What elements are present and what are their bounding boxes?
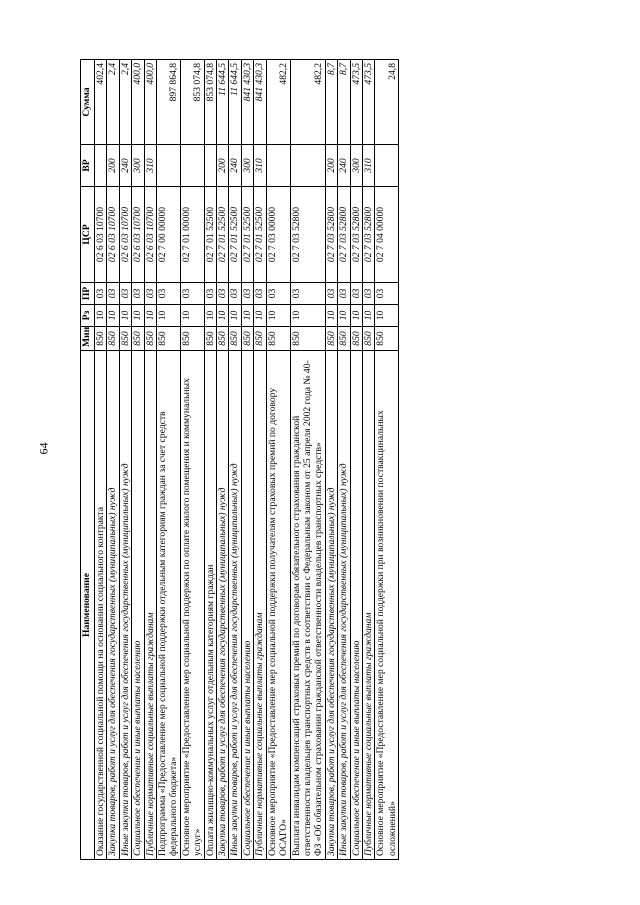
table-row — [241, 60, 253, 860]
row-csr-cell: 02 7 01 52500 — [254, 187, 266, 283]
table-row — [132, 60, 144, 860]
row-rz-cell: 10 — [375, 305, 399, 327]
row-pr-cell: 03 — [204, 283, 216, 305]
header-name: Наименование — [81, 351, 95, 860]
row-vr-cell — [180, 145, 204, 187]
row-min-cell: 850 — [338, 327, 350, 351]
row-pr-cell: 03 — [290, 283, 325, 305]
row-min-cell: 850 — [204, 327, 216, 351]
row-vr-cell — [375, 145, 399, 187]
row-min-cell: 850 — [350, 327, 362, 351]
table-row — [254, 60, 266, 860]
row-csr-cell: 02 7 01 52500 — [204, 187, 216, 283]
header-min: Мин — [81, 327, 95, 351]
row-csr-cell: 02 7 03 52800 — [325, 187, 337, 283]
table-row — [290, 60, 325, 860]
rotated-page-content — [80, 60, 560, 860]
row-sum-cell: 2,4 — [119, 60, 131, 145]
row-vr-cell: 240 — [338, 145, 350, 187]
row-csr-cell: 02 6 03 10700 — [107, 187, 119, 283]
row-name-cell: Подпрограмма «Предоставление мер социальной поддержки отдельным категориям граждан за счет средств федерального бюджета» — [157, 351, 181, 860]
row-rz-cell: 10 — [157, 305, 181, 327]
row-csr-cell: 02 7 04 00000 — [375, 187, 399, 283]
table-row — [350, 60, 362, 860]
row-csr-cell: 02 6 03 10700 — [95, 187, 107, 283]
row-min-cell: 850 — [325, 327, 337, 351]
row-name-cell: Оплата жилищно-коммунальных услуг отдельным категориям граждан — [204, 351, 216, 860]
row-vr-cell — [95, 145, 107, 187]
page-number: 64 — [36, 442, 51, 455]
row-name-cell: Социальное обеспечение и иные выплаты населению — [132, 351, 144, 860]
header-csr: ЦСР — [81, 187, 95, 283]
budget-table — [80, 59, 399, 860]
row-sum-cell: 8,7 — [325, 60, 337, 145]
row-name-cell: Иные закупки товаров, работ и услуг для обеспечения государственных (муниципальных) нужд — [338, 351, 350, 860]
row-csr-cell: 02 7 03 52800 — [290, 187, 325, 283]
table-body — [95, 60, 399, 860]
row-vr-cell — [290, 145, 325, 187]
row-min-cell: 850 — [254, 327, 266, 351]
row-rz-cell: 10 — [107, 305, 119, 327]
table-header-row — [81, 60, 95, 860]
row-min-cell: 850 — [362, 327, 374, 351]
row-sum-cell: 473,5 — [350, 60, 362, 145]
row-min-cell: 850 — [119, 327, 131, 351]
row-csr-cell: 02 7 03 52800 — [338, 187, 350, 283]
row-csr-cell: 02 7 01 52500 — [217, 187, 229, 283]
row-sum-cell: 482,2 — [266, 60, 290, 145]
row-sum-cell: 482,2 — [290, 60, 325, 145]
row-sum-cell: 853 074,8 — [204, 60, 216, 145]
row-name-cell: Основное мероприятие «Предоставление мер социальной поддержки по оплате жилого помещения и коммунальных услуг» — [180, 351, 204, 860]
row-csr-cell: 02 6 03 10700 — [119, 187, 131, 283]
row-sum-cell: 11 644,5 — [229, 60, 241, 145]
row-name-cell: Закупка товаров, работ и услуг для обеспечения государственных (муниципальных) нужд — [107, 351, 119, 860]
row-vr-cell: 200 — [325, 145, 337, 187]
row-name-cell: Социальное обеспечение и иные выплаты населению — [350, 351, 362, 860]
row-pr-cell: 03 — [95, 283, 107, 305]
row-vr-cell — [266, 145, 290, 187]
row-name-cell: Оказание государственной социальной помощи на основании социального контракта — [95, 351, 107, 860]
table-row — [375, 60, 399, 860]
table-row — [119, 60, 131, 860]
row-min-cell: 850 — [144, 327, 156, 351]
row-pr-cell: 03 — [241, 283, 253, 305]
row-min-cell: 850 — [180, 327, 204, 351]
row-csr-cell: 02 6 03 10700 — [144, 187, 156, 283]
row-name-cell: Основное мероприятие «Предоставление мер социальной поддержки получателям страховых премий по договору ОСАГО» — [266, 351, 290, 860]
row-sum-cell: 897 864,8 — [157, 60, 181, 145]
table-row — [338, 60, 350, 860]
row-sum-cell: 11 644,5 — [217, 60, 229, 145]
table-row — [217, 60, 229, 860]
row-sum-cell: 853 074,8 — [180, 60, 204, 145]
table-row — [229, 60, 241, 860]
row-csr-cell: 02 7 01 52500 — [229, 187, 241, 283]
row-rz-cell: 10 — [266, 305, 290, 327]
row-vr-cell: 310 — [362, 145, 374, 187]
row-csr-cell: 02 7 03 52800 — [350, 187, 362, 283]
row-pr-cell: 03 — [157, 283, 181, 305]
row-rz-cell: 10 — [119, 305, 131, 327]
row-pr-cell: 03 — [375, 283, 399, 305]
row-sum-cell: 841 430,3 — [241, 60, 253, 145]
row-sum-cell: 2,4 — [107, 60, 119, 145]
row-csr-cell: 02 7 01 52500 — [241, 187, 253, 283]
row-vr-cell: 200 — [217, 145, 229, 187]
table-row — [157, 60, 181, 860]
row-name-cell: Социальное обеспечение и иные выплаты населению — [241, 351, 253, 860]
row-name-cell: Иные закупки товаров, работ и услуг для обеспечения государственных (муниципальных) нужд — [229, 351, 241, 860]
row-pr-cell: 03 — [325, 283, 337, 305]
row-rz-cell: 10 — [338, 305, 350, 327]
row-pr-cell: 03 — [338, 283, 350, 305]
row-rz-cell: 10 — [229, 305, 241, 327]
header-rz: Рз — [81, 305, 95, 327]
row-pr-cell: 03 — [217, 283, 229, 305]
table-row — [144, 60, 156, 860]
row-csr-cell: 02 7 01 00000 — [180, 187, 204, 283]
row-pr-cell: 03 — [132, 283, 144, 305]
row-sum-cell: 473,5 — [362, 60, 374, 145]
table-row — [362, 60, 374, 860]
row-min-cell: 850 — [229, 327, 241, 351]
row-vr-cell: 200 — [107, 145, 119, 187]
row-vr-cell — [157, 145, 181, 187]
row-name-cell: Основное мероприятие «Предоставление мер социальной поддержки при возникновении поствакцинальных осложнений» — [375, 351, 399, 860]
row-csr-cell: 02 7 03 52800 — [362, 187, 374, 283]
row-rz-cell: 10 — [325, 305, 337, 327]
row-rz-cell: 10 — [180, 305, 204, 327]
header-pr: ПР — [81, 283, 95, 305]
row-min-cell: 850 — [107, 327, 119, 351]
row-pr-cell: 03 — [254, 283, 266, 305]
row-vr-cell: 300 — [350, 145, 362, 187]
row-vr-cell: 310 — [144, 145, 156, 187]
row-name-cell: Публичные нормативные социальные выплаты гражданам — [362, 351, 374, 860]
table-row — [204, 60, 216, 860]
row-rz-cell: 10 — [350, 305, 362, 327]
row-name-cell: Закупка товаров, работ и услуг для обеспечения государственных (муниципальных) нужд — [325, 351, 337, 860]
row-name-cell: Иные закупки товаров, работ и услуг для обеспечения государственных (муниципальных) нужд — [119, 351, 131, 860]
row-pr-cell: 03 — [266, 283, 290, 305]
row-min-cell: 850 — [132, 327, 144, 351]
row-vr-cell: 240 — [229, 145, 241, 187]
row-rz-cell: 10 — [290, 305, 325, 327]
row-pr-cell: 03 — [180, 283, 204, 305]
row-vr-cell: 300 — [241, 145, 253, 187]
row-rz-cell: 10 — [95, 305, 107, 327]
row-rz-cell: 10 — [144, 305, 156, 327]
row-csr-cell: 02 7 03 00000 — [266, 187, 290, 283]
table-row — [95, 60, 107, 860]
row-rz-cell: 10 — [241, 305, 253, 327]
row-pr-cell: 03 — [107, 283, 119, 305]
row-rz-cell: 10 — [132, 305, 144, 327]
row-pr-cell: 03 — [362, 283, 374, 305]
row-min-cell: 850 — [241, 327, 253, 351]
row-vr-cell: 310 — [254, 145, 266, 187]
table-row — [266, 60, 290, 860]
row-min-cell: 850 — [217, 327, 229, 351]
row-sum-cell: 400,0 — [132, 60, 144, 145]
row-rz-cell: 10 — [362, 305, 374, 327]
row-name-cell: Публичные нормативные социальные выплаты гражданам — [144, 351, 156, 860]
row-vr-cell: 300 — [132, 145, 144, 187]
table-row — [180, 60, 204, 860]
row-min-cell: 850 — [266, 327, 290, 351]
row-pr-cell: 03 — [119, 283, 131, 305]
row-sum-cell: 8,7 — [338, 60, 350, 145]
row-sum-cell: 400,0 — [144, 60, 156, 145]
row-pr-cell: 03 — [350, 283, 362, 305]
row-sum-cell: 24,8 — [375, 60, 399, 145]
row-pr-cell: 03 — [144, 283, 156, 305]
row-csr-cell: 02 7 00 00000 — [157, 187, 181, 283]
row-sum-cell: 402,4 — [95, 60, 107, 145]
header-vr: ВР — [81, 145, 95, 187]
table-row — [107, 60, 119, 860]
row-min-cell: 850 — [95, 327, 107, 351]
header-sum: Сумма — [81, 60, 95, 145]
row-csr-cell: 02 6 03 10700 — [132, 187, 144, 283]
row-min-cell: 850 — [157, 327, 181, 351]
row-min-cell: 850 — [375, 327, 399, 351]
row-vr-cell: 240 — [119, 145, 131, 187]
row-name-cell: Закупка товаров, работ и услуг для обеспечения государственных (муниципальных) нужд — [217, 351, 229, 860]
row-vr-cell — [204, 145, 216, 187]
row-rz-cell: 10 — [204, 305, 216, 327]
row-min-cell: 850 — [290, 327, 325, 351]
row-name-cell: Выплата инвалидам компенсаций страховых премий по договорам обязательного страхования гражданской ответственности владельцев транспортных средств в соответствии с Федеральным законом от 25 апреля 2002 года № 40-ФЗ «Об обязательном страховании гражданской ответственности владельцев транспортных средств» — [290, 351, 325, 860]
table-row — [325, 60, 337, 860]
row-pr-cell: 03 — [229, 283, 241, 305]
row-rz-cell: 10 — [217, 305, 229, 327]
row-rz-cell: 10 — [254, 305, 266, 327]
row-name-cell: Публичные нормативные социальные выплаты гражданам — [254, 351, 266, 860]
row-sum-cell: 841 430,3 — [254, 60, 266, 145]
